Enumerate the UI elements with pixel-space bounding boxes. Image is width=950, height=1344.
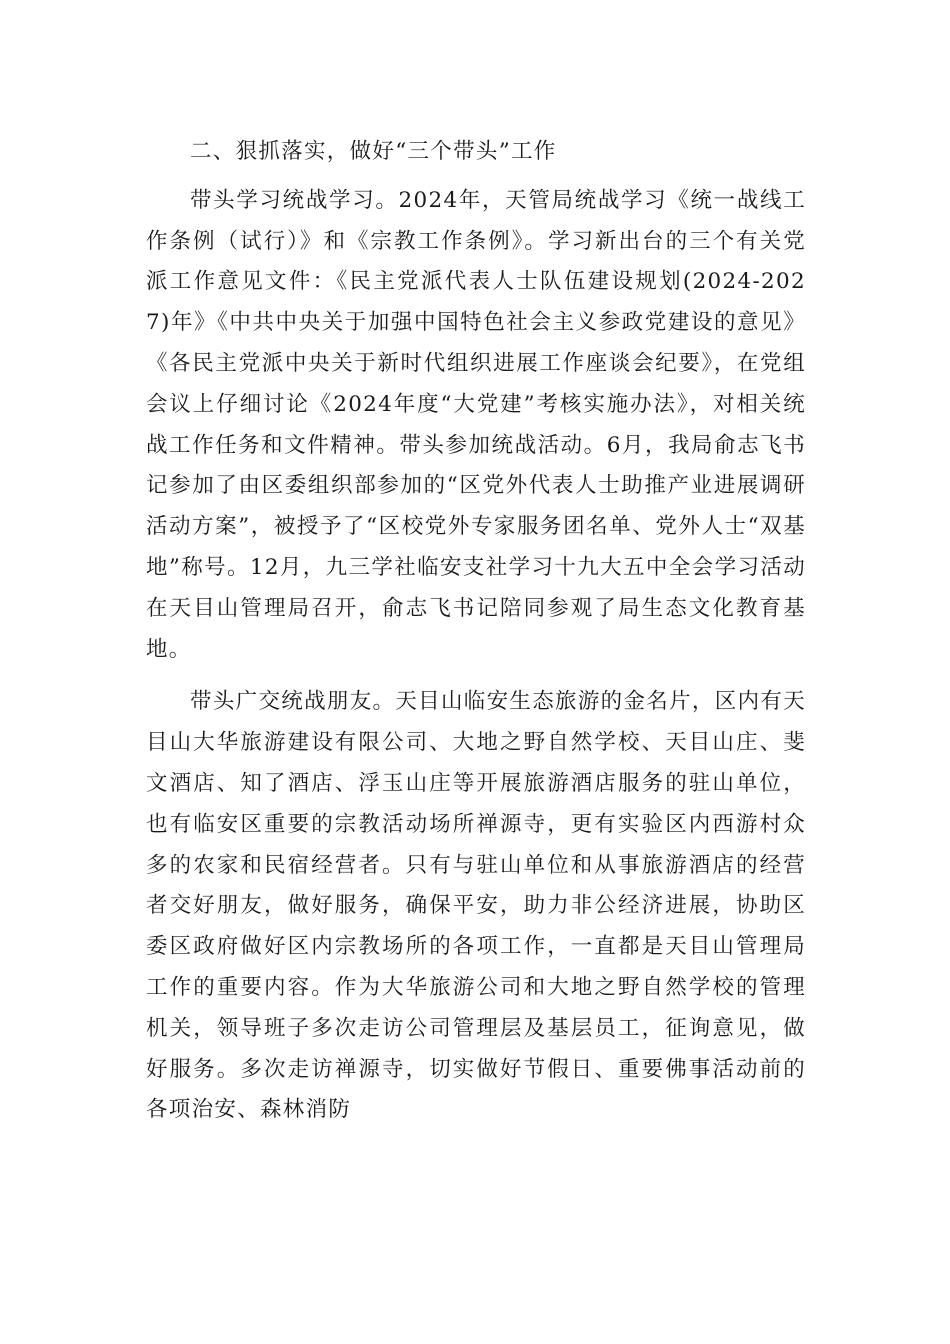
paragraph-united-front-friends: 带头广交统战朋友。天目山临安生态旅游的金名片，区内有天目山大华旅游建设有限公司、大地之野自然学校、天目山庄、斐文酒店、知了酒店、浮玉山庄等开展旅游酒店服务的驻山单位，也有临安区重要的宗教活动场所禅源寺，更有实验区内西游村众多的农家和民宿经营者。只有与驻山单位和从事旅游酒店的经营者交好朋友，做好服务，确保平安，助力非公经济进展，协助区委区政府做好区内宗教场所的各项工作，一直都是天目山管理局工作的重要内容。作为大华旅游公司和大地之野自然学校的管理机关，领导班子多次走访公司管理层及基层员工，征询意见，做好服务。多次走访禅源寺，切实做好节假日、重要佛事活动前的各项治安、森林消防 (146, 689, 806, 1123)
section-heading: 二、狠抓落实，做好“三个带头”工作 (190, 139, 557, 164)
paragraph-united-front-study: 带头学习统战学习。2024年，天管局统战学习《统一战线工作条例（试行）》和《宗教工作条例》。学习新出台的三个有关党派工作意见文件：《民主党派代表人士队伍建设规划(2024-2027)年》《中共中央关于加强中国特色社会主义参政党建设的意见》《各民主党派中央关于新时代组织进展工作座谈会纪要》，在党组会议上仔细讨论《2024年度“大党建”考核实施办法》，对相关统战工作任务和文件精神。带头参加统战活动。6月，我局俞志飞书记参加了由区委组织部参加的“区党外代表人士助推产业进展调研活动方案”，被授予了“区校党外专家服务团名单、党外人士“双基地”称号。12月，九三学社临安支社学习十九大五中全会学习活动在天目山管理局召开，俞志飞书记陪同参观了局生态文化教育基地。 (146, 187, 806, 662)
document-body (146, 132, 806, 1143)
